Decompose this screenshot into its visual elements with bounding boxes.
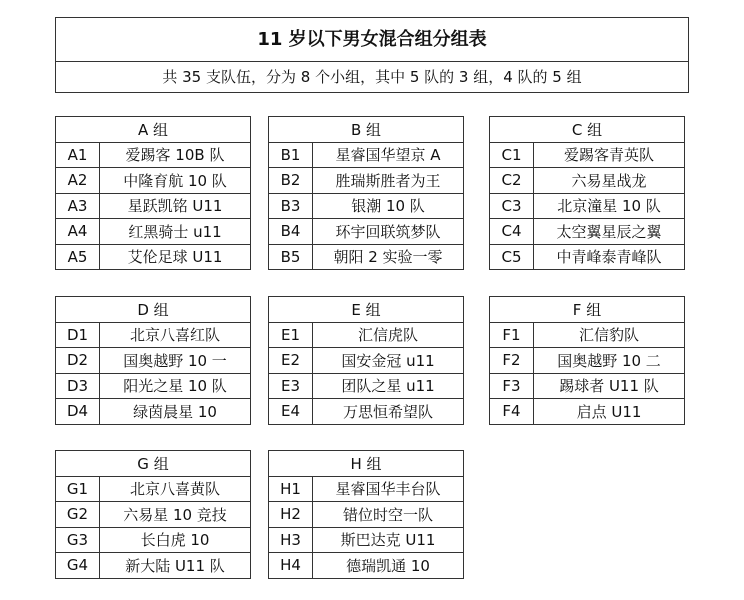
group-table (268, 450, 464, 579)
team-code: E1 (269, 322, 313, 348)
team-name: 万思恒希望队 (313, 399, 464, 425)
group-table (268, 296, 464, 425)
team-code: F4 (490, 399, 534, 425)
team-name: 六易星战龙 (534, 168, 685, 194)
group-title: D 组 (56, 297, 251, 323)
team-code: H2 (269, 502, 313, 528)
group-title: A 组 (56, 117, 251, 143)
team-code: B2 (269, 168, 313, 194)
team-code: F1 (490, 322, 534, 348)
team-name: 爱踢客 10B 队 (100, 142, 251, 168)
group-title: B 组 (269, 117, 464, 143)
team-name: 红黑骑士 u11 (100, 219, 251, 245)
team-code: H3 (269, 527, 313, 553)
table-row (56, 142, 251, 168)
group-title: C 组 (490, 117, 685, 143)
table-row (490, 373, 685, 399)
team-code: H1 (269, 476, 313, 502)
team-code: B1 (269, 142, 313, 168)
team-name: 太空翼星辰之翼 (534, 219, 685, 245)
team-code: G1 (56, 476, 100, 502)
group-table (489, 296, 685, 425)
team-code: H4 (269, 553, 313, 579)
team-name: 踢球者 U11 队 (534, 373, 685, 399)
team-name: 德瑞凯通 10 (313, 553, 464, 579)
team-name: 斯巴达克 U11 (313, 527, 464, 553)
team-name: 绿茵晨星 10 (100, 399, 251, 425)
team-name: 国安金冠 u11 (313, 348, 464, 374)
group-table (489, 116, 685, 270)
table-row (269, 244, 464, 270)
team-name: 启点 U11 (534, 399, 685, 425)
team-code: C4 (490, 219, 534, 245)
team-code: G3 (56, 527, 100, 553)
table-row (269, 168, 464, 194)
table-row (56, 399, 251, 425)
table-row (269, 142, 464, 168)
group-title: G 组 (56, 451, 251, 477)
team-name: 中青峰泰青峰队 (534, 244, 685, 270)
team-name: 爱踢客青英队 (534, 142, 685, 168)
team-name: 环宇回联筑梦队 (313, 219, 464, 245)
team-name: 阳光之星 10 队 (100, 373, 251, 399)
group-table (55, 116, 251, 270)
table-row (490, 399, 685, 425)
table-row (490, 244, 685, 270)
team-code: C1 (490, 142, 534, 168)
table-row (269, 502, 464, 528)
team-name: 北京潼星 10 队 (534, 193, 685, 219)
team-name: 星睿国华望京 A (313, 142, 464, 168)
table-row (490, 193, 685, 219)
team-code: B3 (269, 193, 313, 219)
schedule-header (55, 17, 689, 93)
table-row (269, 527, 464, 553)
table-row (490, 219, 685, 245)
team-name: 朝阳 2 实验一零 (313, 244, 464, 270)
team-code: G4 (56, 553, 100, 579)
table-row (490, 348, 685, 374)
team-code: C5 (490, 244, 534, 270)
team-code: A2 (56, 168, 100, 194)
team-code: A1 (56, 142, 100, 168)
team-name: 星跃凯铭 U11 (100, 193, 251, 219)
team-name: 长白虎 10 (100, 527, 251, 553)
group-title: E 组 (269, 297, 464, 323)
team-name: 六易星 10 竞技 (100, 502, 251, 528)
table-row (269, 193, 464, 219)
team-code: G2 (56, 502, 100, 528)
group-title: F 组 (490, 297, 685, 323)
team-code: D1 (56, 322, 100, 348)
table-row (56, 244, 251, 270)
table-row (269, 219, 464, 245)
team-code: E4 (269, 399, 313, 425)
table-row (269, 373, 464, 399)
table-row (269, 348, 464, 374)
team-code: F3 (490, 373, 534, 399)
team-code: A4 (56, 219, 100, 245)
team-code: D4 (56, 399, 100, 425)
table-row (56, 527, 251, 553)
team-name: 错位时空一队 (313, 502, 464, 528)
table-row (56, 193, 251, 219)
team-name: 新大陆 U11 队 (100, 553, 251, 579)
team-code: A5 (56, 244, 100, 270)
table-row (56, 219, 251, 245)
table-row (56, 502, 251, 528)
team-name: 北京八喜红队 (100, 322, 251, 348)
group-title: H 组 (269, 451, 464, 477)
group-table (55, 296, 251, 425)
table-row (269, 399, 464, 425)
team-name: 国奥越野 10 一 (100, 348, 251, 374)
group-table (268, 116, 464, 270)
table-row (56, 476, 251, 502)
page-title: 11 岁以下男女混合组分组表 (56, 18, 688, 62)
team-name: 北京八喜黄队 (100, 476, 251, 502)
table-row (269, 476, 464, 502)
team-name: 星睿国华丰台队 (313, 476, 464, 502)
team-name: 胜瑞斯胜者为王 (313, 168, 464, 194)
team-code: C2 (490, 168, 534, 194)
team-code: E2 (269, 348, 313, 374)
table-row (56, 348, 251, 374)
team-code: B4 (269, 219, 313, 245)
team-name: 汇信豹队 (534, 322, 685, 348)
table-row (56, 322, 251, 348)
team-name: 中隆育航 10 队 (100, 168, 251, 194)
table-row (269, 553, 464, 579)
table-row (269, 322, 464, 348)
page-subtitle: 共 35 支队伍，分为 8 个小组，其中 5 队的 3 组，4 队的 5 组 (162, 68, 582, 86)
team-code: C3 (490, 193, 534, 219)
team-code: D3 (56, 373, 100, 399)
team-code: E3 (269, 373, 313, 399)
table-row (490, 142, 685, 168)
table-row (56, 373, 251, 399)
team-name: 国奥越野 10 二 (534, 348, 685, 374)
team-name: 艾伦足球 U11 (100, 244, 251, 270)
team-name: 汇信虎队 (313, 322, 464, 348)
group-table (55, 450, 251, 579)
team-name: 银潮 10 队 (313, 193, 464, 219)
team-code: D2 (56, 348, 100, 374)
table-row (490, 322, 685, 348)
table-row (56, 553, 251, 579)
team-code: A3 (56, 193, 100, 219)
table-row (56, 168, 251, 194)
team-code: F2 (490, 348, 534, 374)
team-name: 团队之星 u11 (313, 373, 464, 399)
table-row (490, 168, 685, 194)
team-code: B5 (269, 244, 313, 270)
